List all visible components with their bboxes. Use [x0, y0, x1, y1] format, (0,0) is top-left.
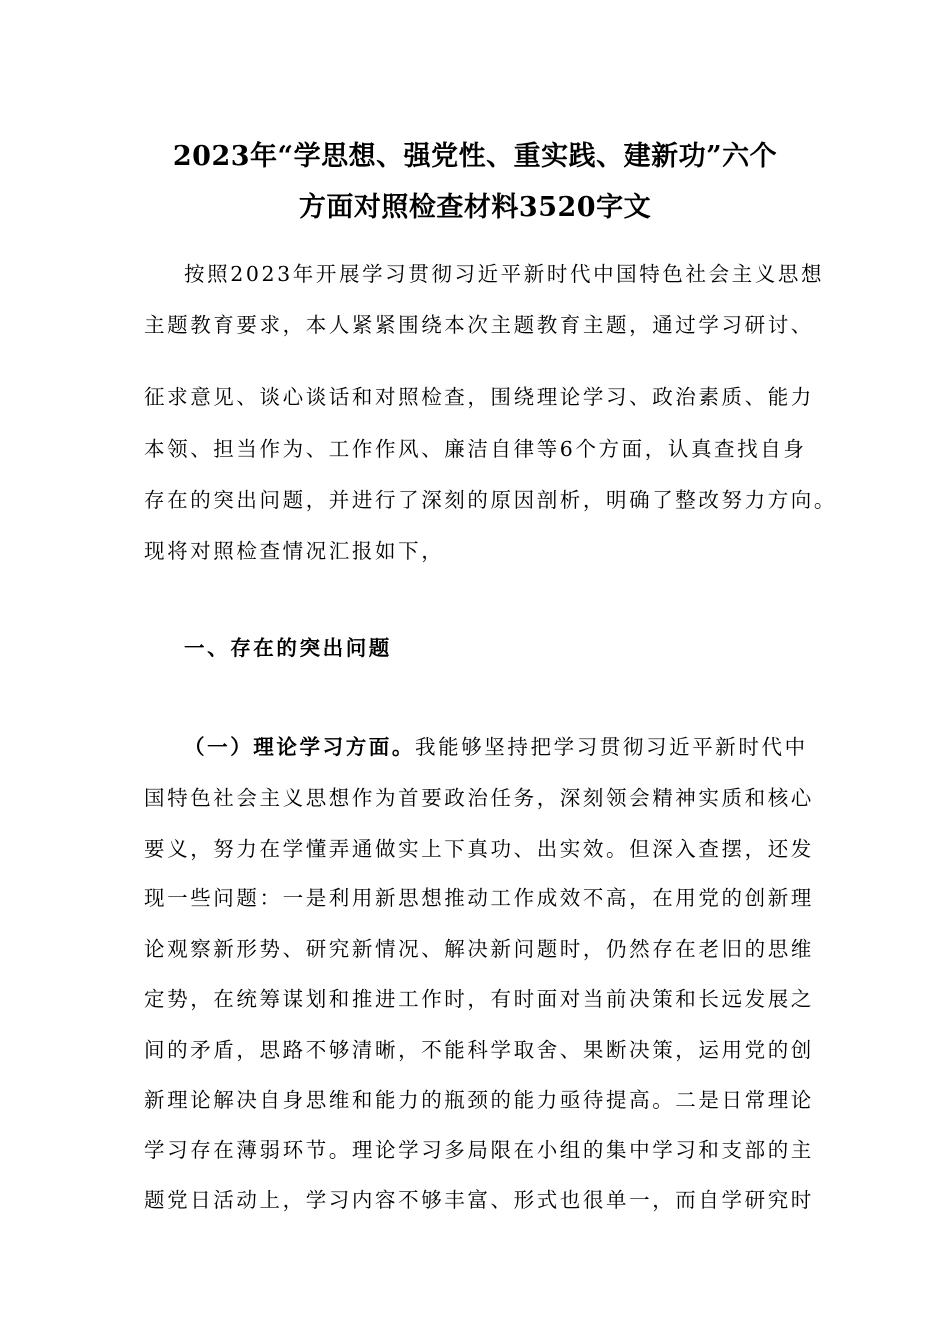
body-line-7: 新理论解决自身思维和能力的瓶颈的能力亟待提高。二是日常理论	[144, 1088, 814, 1112]
intro-line-3: 征求意见、谈心谈话和对照检查，围绕理论学习、政治素质、能力	[144, 385, 814, 409]
document-title-line-2: 方面对照检查材料3520字文	[298, 192, 652, 223]
body-line-3: 现一些问题：一是利用新思想推动工作成效不高，在用党的创新理	[144, 886, 814, 910]
body-line-9: 题党日活动上，学习内容不够丰富、形式也很单一，而自学研究时	[144, 1188, 814, 1212]
intro-line-2: 主题教育要求，本人紧紧围绕本次主题教育主题，通过学习研讨、	[144, 313, 814, 337]
section-heading: 一、存在的突出问题	[184, 636, 392, 660]
intro-line-4: 本领、担当作为、工作作风、廉洁自律等6个方面，认真查找自身	[144, 437, 807, 461]
body-line-1: 国特色社会主义思想作为首要政治任务，深刻领会精神实质和核心	[144, 786, 814, 810]
body-line-6: 间的矛盾，思路不够清晰，不能科学取舍、果断决策，运用党的创	[144, 1038, 814, 1062]
subsection-label: （一）理论学习方面。	[184, 735, 415, 759]
body-line-5: 定势，在统筹谋划和推进工作时，有时面对当前决策和长远发展之	[144, 987, 814, 1011]
intro-line-6: 现将对照检查情况汇报如下，	[144, 539, 445, 563]
intro-line-5: 存在的突出问题，并进行了深刻的原因剖析，明确了整改努力方向。	[144, 488, 837, 512]
subsection-first-line	[184, 731, 808, 763]
body-line-2: 要义，努力在学懂弄通做实上下真功、出实效。但深入查摆，还发	[144, 837, 814, 861]
body-line-4: 论观察新形势、研究新情况、解决新问题时，仍然存在老旧的思维	[144, 937, 814, 961]
subsection-first-line-text: 我能够坚持把学习贯彻习近平新时代中	[415, 735, 808, 759]
body-line-8: 学习存在薄弱环节。理论学习多局限在小组的集中学习和支部的主	[144, 1138, 814, 1162]
intro-line-1: 按照2023年开展学习贯彻习近平新时代中国特色社会主义思想	[184, 262, 825, 286]
document-title-line-1: 2023年“学思想、强党性、重实践、建新功”六个	[172, 141, 778, 172]
